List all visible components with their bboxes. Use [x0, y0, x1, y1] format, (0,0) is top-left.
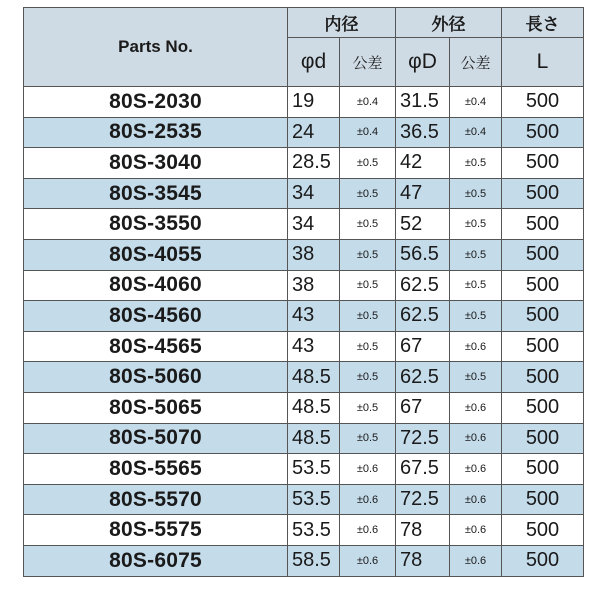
inner-tolerance-header: 公差 [340, 38, 396, 87]
table-row [24, 515, 584, 546]
outer-tolerance-cell: ±0.5 [450, 270, 502, 301]
inner-diameter-cell: 43 [288, 301, 340, 332]
inner-tolerance-cell: ±0.5 [340, 239, 396, 270]
outer-tolerance-cell: ±0.5 [450, 178, 502, 209]
inner-diameter-symbol: φd [288, 38, 340, 87]
part-number-cell: 80S-2535 [24, 117, 288, 148]
outer-tolerance-cell: ±0.6 [450, 392, 502, 423]
length-cell: 500 [502, 117, 584, 148]
table-row [24, 545, 584, 576]
outer-tolerance-cell: ±0.5 [450, 209, 502, 240]
inner-tolerance-cell: ±0.5 [340, 362, 396, 393]
table-row [24, 331, 584, 362]
inner-tolerance-cell: ±0.5 [340, 423, 396, 454]
outer-diameter-cell: 62.5 [396, 270, 450, 301]
inner-tolerance-cell: ±0.5 [340, 148, 396, 179]
part-number-cell: 80S-5575 [24, 515, 288, 546]
outer-tolerance-cell: ±0.5 [450, 148, 502, 179]
inner-diameter-cell: 38 [288, 239, 340, 270]
table-row [24, 423, 584, 454]
outer-diameter-cell: 72.5 [396, 423, 450, 454]
outer-tolerance-cell: ±0.6 [450, 423, 502, 454]
length-cell: 500 [502, 484, 584, 515]
length-cell: 500 [502, 87, 584, 118]
outer-diameter-cell: 78 [396, 545, 450, 576]
inner-tolerance-cell: ±0.5 [340, 270, 396, 301]
table-row [24, 362, 584, 393]
outer-tolerance-cell: ±0.6 [450, 545, 502, 576]
inner-tolerance-cell: ±0.6 [340, 545, 396, 576]
outer-diameter-cell: 31.5 [396, 87, 450, 118]
outer-tolerance-cell: ±0.5 [450, 362, 502, 393]
inner-diameter-cell: 19 [288, 87, 340, 118]
length-cell: 500 [502, 331, 584, 362]
length-cell: 500 [502, 392, 584, 423]
outer-tolerance-cell: ±0.5 [450, 301, 502, 332]
part-number-cell: 80S-5060 [24, 362, 288, 393]
table-row [24, 117, 584, 148]
part-number-cell: 80S-5565 [24, 454, 288, 485]
outer-diameter-cell: 67 [396, 392, 450, 423]
part-number-cell: 80S-3545 [24, 178, 288, 209]
length-symbol: L [502, 38, 584, 87]
inner-diameter-cell: 53.5 [288, 515, 340, 546]
outer-diameter-cell: 62.5 [396, 362, 450, 393]
part-number-cell: 80S-3550 [24, 209, 288, 240]
outer-tolerance-cell: ±0.4 [450, 117, 502, 148]
inner-tolerance-cell: ±0.6 [340, 454, 396, 485]
inner-tolerance-cell: ±0.5 [340, 331, 396, 362]
inner-tolerance-cell: ±0.6 [340, 484, 396, 515]
outer-diameter-cell: 72.5 [396, 484, 450, 515]
parts-spec-table [23, 7, 584, 577]
length-cell: 500 [502, 239, 584, 270]
outer-tolerance-cell: ±0.6 [450, 515, 502, 546]
outer-diameter-cell: 67 [396, 331, 450, 362]
outer-diameter-header: 外径 [396, 8, 502, 38]
length-cell: 500 [502, 515, 584, 546]
inner-diameter-cell: 53.5 [288, 484, 340, 515]
inner-tolerance-cell: ±0.6 [340, 515, 396, 546]
table-row [24, 87, 584, 118]
outer-tolerance-cell: ±0.6 [450, 331, 502, 362]
part-number-cell: 80S-4560 [24, 301, 288, 332]
inner-diameter-cell: 34 [288, 209, 340, 240]
inner-diameter-cell: 48.5 [288, 392, 340, 423]
inner-tolerance-cell: ±0.5 [340, 209, 396, 240]
inner-diameter-cell: 48.5 [288, 362, 340, 393]
length-cell: 500 [502, 148, 584, 179]
outer-tolerance-cell: ±0.5 [450, 239, 502, 270]
part-number-cell: 80S-5570 [24, 484, 288, 515]
outer-diameter-cell: 47 [396, 178, 450, 209]
outer-diameter-cell: 62.5 [396, 301, 450, 332]
part-number-cell: 80S-6075 [24, 545, 288, 576]
table-row [24, 178, 584, 209]
outer-diameter-cell: 42 [396, 148, 450, 179]
outer-tolerance-cell: ±0.4 [450, 87, 502, 118]
table-row [24, 484, 584, 515]
inner-tolerance-cell: ±0.5 [340, 301, 396, 332]
outer-diameter-cell: 67.5 [396, 454, 450, 485]
inner-tolerance-cell: ±0.4 [340, 117, 396, 148]
inner-diameter-cell: 28.5 [288, 148, 340, 179]
inner-tolerance-cell: ±0.5 [340, 392, 396, 423]
length-cell: 500 [502, 423, 584, 454]
inner-diameter-cell: 34 [288, 178, 340, 209]
parts-no-header: Parts No. [24, 8, 288, 87]
table-row [24, 209, 584, 240]
length-cell: 500 [502, 545, 584, 576]
length-cell: 500 [502, 301, 584, 332]
part-number-cell: 80S-5070 [24, 423, 288, 454]
inner-diameter-cell: 24 [288, 117, 340, 148]
inner-diameter-header: 内径 [288, 8, 396, 38]
table-row [24, 301, 584, 332]
outer-diameter-cell: 36.5 [396, 117, 450, 148]
table-row [24, 454, 584, 485]
length-cell: 500 [502, 178, 584, 209]
inner-tolerance-cell: ±0.5 [340, 178, 396, 209]
part-number-cell: 80S-4055 [24, 239, 288, 270]
table-body [24, 87, 584, 577]
inner-diameter-cell: 58.5 [288, 545, 340, 576]
inner-diameter-cell: 38 [288, 270, 340, 301]
outer-tolerance-header: 公差 [450, 38, 502, 87]
length-cell: 500 [502, 209, 584, 240]
outer-tolerance-cell: ±0.6 [450, 454, 502, 485]
outer-diameter-symbol: φD [396, 38, 450, 87]
inner-diameter-cell: 43 [288, 331, 340, 362]
inner-tolerance-cell: ±0.4 [340, 87, 396, 118]
length-cell: 500 [502, 270, 584, 301]
table-header [24, 8, 584, 87]
part-number-cell: 80S-2030 [24, 87, 288, 118]
length-header: 長さ [502, 8, 584, 38]
inner-diameter-cell: 48.5 [288, 423, 340, 454]
part-number-cell: 80S-4565 [24, 331, 288, 362]
part-number-cell: 80S-4060 [24, 270, 288, 301]
header-row-groups [24, 8, 584, 38]
outer-diameter-cell: 52 [396, 209, 450, 240]
table-row [24, 270, 584, 301]
outer-diameter-cell: 78 [396, 515, 450, 546]
length-cell: 500 [502, 362, 584, 393]
outer-tolerance-cell: ±0.6 [450, 484, 502, 515]
table-row [24, 239, 584, 270]
table-row [24, 392, 584, 423]
inner-diameter-cell: 53.5 [288, 454, 340, 485]
part-number-cell: 80S-5065 [24, 392, 288, 423]
length-cell: 500 [502, 454, 584, 485]
outer-diameter-cell: 56.5 [396, 239, 450, 270]
table-row [24, 148, 584, 179]
part-number-cell: 80S-3040 [24, 148, 288, 179]
